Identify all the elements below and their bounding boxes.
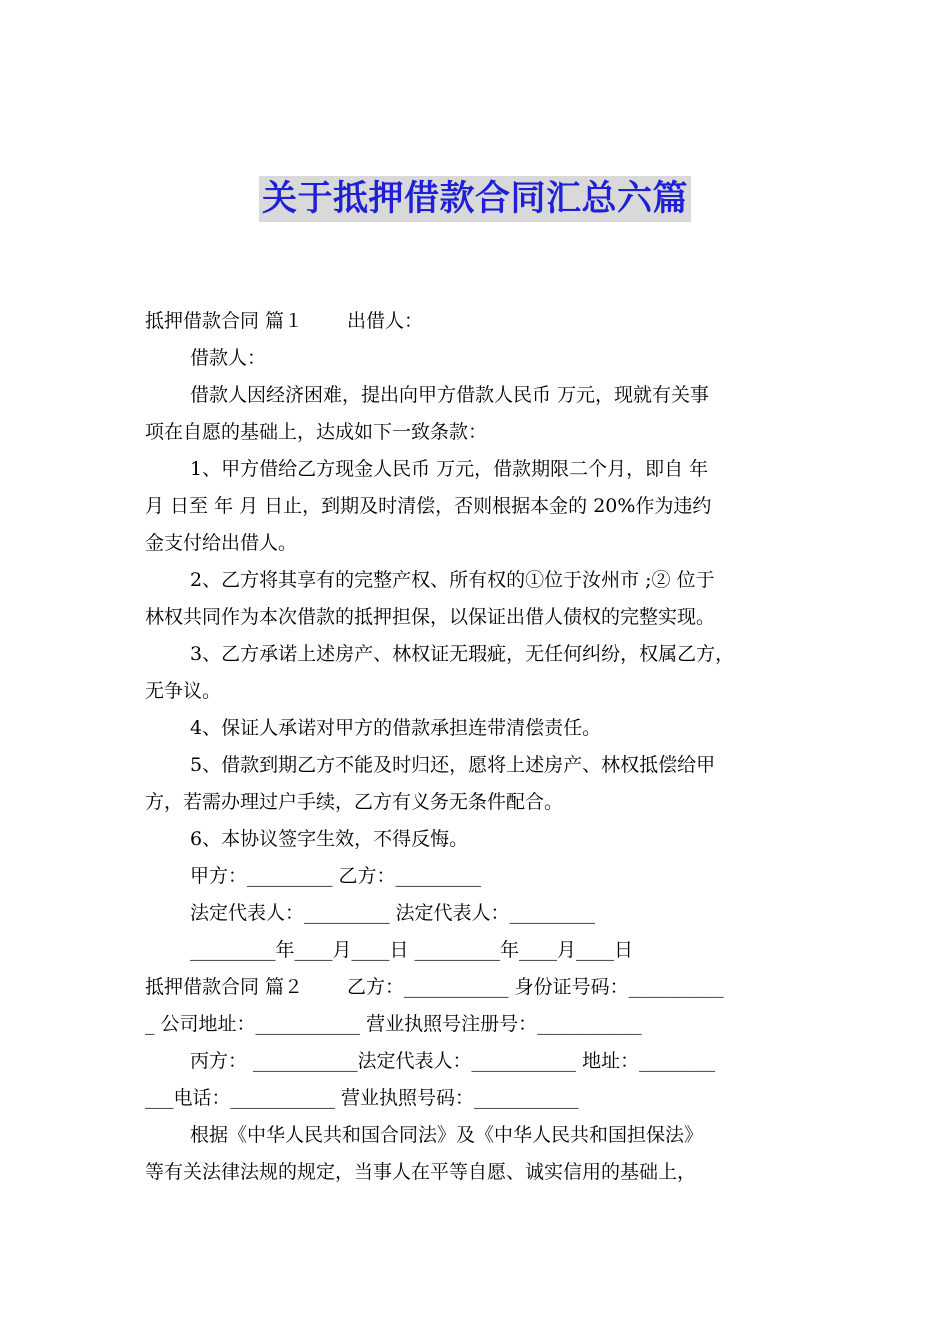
paragraph-line: 6、本协议签字生效，不得反悔。 [190, 828, 469, 850]
line-text: 乙方：___________ 身份证号码：__________ [347, 976, 724, 998]
paragraph-line: 1、甲方借给乙方现金人民币 万元，借款期限二个月，即自 年 [190, 458, 709, 480]
paragraph-line: 借款人： [190, 347, 267, 369]
paragraph-line: 4、保证人承诺对甲方的借款承担连带清偿责任。 [190, 717, 602, 739]
paragraph-line: 丙方： ___________法定代表人：___________ 地址：________ [190, 1050, 716, 1072]
date-line: _________年____月____日 _________年____月____日 [190, 939, 634, 961]
paragraph-line: 月 日至 年 月 日止，到期及时清偿，否则根据本金的 20%作为违约 [145, 495, 712, 517]
paragraph-line: 3、乙方承诺上述房产、林权证无瑕疵，无任何纠纷，权属乙方， [190, 643, 735, 665]
signature-line: 甲方：_________ 乙方：_________ [190, 865, 482, 887]
paragraph-line [145, 969, 817, 1006]
paragraph-line: 2、乙方将其享有的完整产权、所有权的①位于汝州市 ;② 位于 [190, 569, 715, 591]
paragraph-line: ___电话：___________ 营业执照号码：___________ [145, 1087, 579, 1109]
document-title: 关于抵押借款合同汇总六篇 [259, 176, 691, 222]
paragraph-line: _ 公司地址：___________ 营业执照号注册号：___________ [145, 1013, 642, 1035]
paragraph-line: 借款人因经济困难，提出向甲方借款人民币 万元，现就有关事 [190, 384, 710, 406]
paragraph-line: 方，若需办理过户手续，乙方有义务无条件配合。 [145, 791, 564, 813]
paragraph-line: 林权共同作为本次借款的抵押担保，以保证出借人债权的完整实现。 [145, 606, 716, 628]
section-heading: 抵押借款合同 篇２ [145, 976, 304, 998]
line-text: 出借人： [347, 310, 424, 332]
section-heading: 抵押借款合同 篇１ [145, 310, 304, 332]
paragraph-line: 无争议。 [145, 680, 222, 702]
paragraph-line: 等有关法律法规的规定，当事人在平等自愿、诚实信用的基础上， [145, 1161, 697, 1183]
paragraph-line: 项在自愿的基础上，达成如下一致条款： [145, 421, 488, 443]
paragraph-line: 根据《中华人民共和国合同法》及《中华人民共和国担保法》 [190, 1124, 704, 1146]
paragraph-line [145, 303, 817, 340]
signature-line: 法定代表人：_________ 法定代表人：_________ [190, 902, 596, 924]
paragraph-line: 金支付给出借人。 [145, 532, 298, 554]
document-body [145, 303, 817, 1191]
paragraph-line: 5、借款到期乙方不能及时归还，愿将上述房产、林权抵偿给甲 [190, 754, 716, 776]
title-container [0, 176, 950, 222]
